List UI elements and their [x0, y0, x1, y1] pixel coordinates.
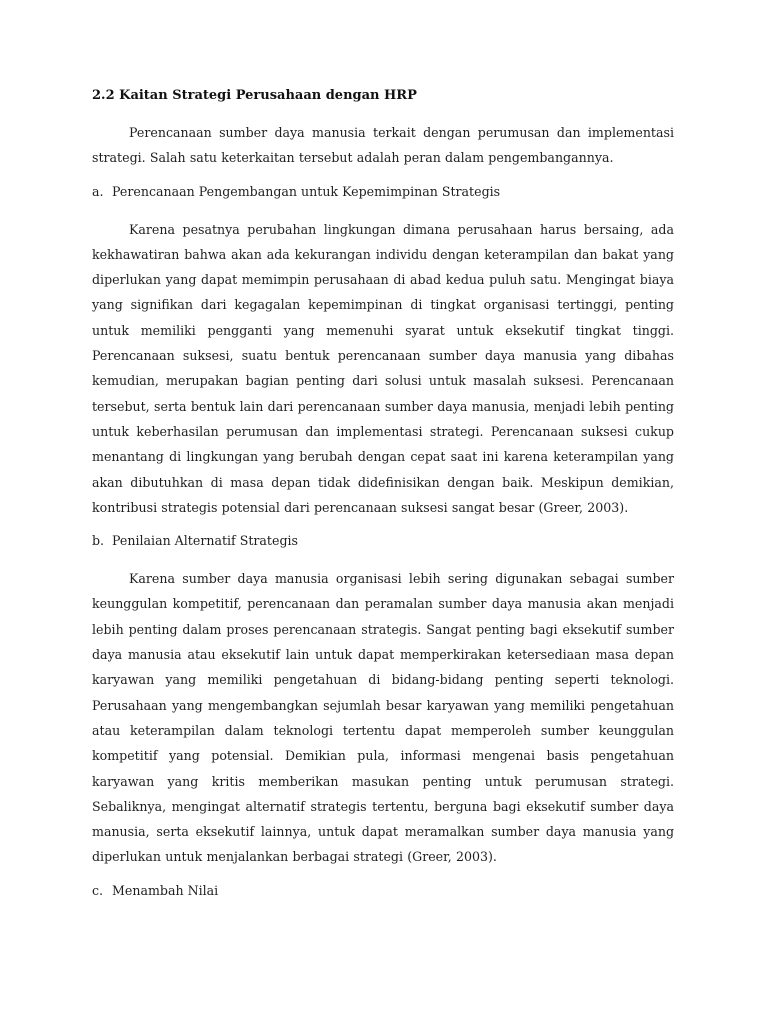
- subsection-a-title: Perencanaan Pengembangan untuk Kepemimpinan Strategis: [112, 183, 501, 199]
- section-heading: 2.2 Kaitan Strategi Perusahaan dengan HRP: [92, 88, 417, 103]
- subsection-b-heading: [92, 531, 674, 551]
- intro-paragraph: Perencanaan sumber daya manusia terkait dengan perumusan dan implementasi strategi. Salah satu keterkaitan tersebut adalah peran dalam pengembangannya.: [92, 125, 674, 166]
- subsection-b-paragraph: Karena sumber daya manusia organisasi lebih sering digunakan sebagai sumber keunggulan kompetitif, perencanaan dan peramalan sumber daya manusia akan menjadi lebih penting dalam proses perencanaan strategis. Sangat penting bagi eksekutif sumber daya manusia atau eksekutif lain untuk dapat memperkirakan ketersediaan masa depan karyawan yang memiliki pengetahuan di bidang-bidang penting seperti teknologi. Perusahaan yang mengembangkan sejumlah besar karyawan yang memiliki pengetahuan atau keterampilan dalam teknologi tertentu dapat memperoleh sumber keunggulan kompetitif yang potensial. Demikian pula, informasi mengenai basis pengetahuan karyawan yang kritis memberikan masukan penting untuk perumusan strategi. Sebaliknya, mengingat alternatif strategis tertentu, berguna bagi eksekutif sumber daya manusia, serta eksekutif lainnya, untuk dapat meramalkan sumber daya manusia yang diperlukan untuk menjalankan berbagai strategi (Greer, 2003).: [92, 571, 674, 865]
- document-content: [92, 86, 674, 916]
- subsection-b-marker: b.: [92, 533, 105, 549]
- subsection-a-heading: [92, 182, 674, 202]
- subsection-c-marker: c.: [92, 882, 104, 898]
- subsection-a-marker: a.: [92, 183, 104, 199]
- subsection-a-paragraph: Karena pesatnya perubahan lingkungan dimana perusahaan harus bersaing, ada kekhawatiran bahwa akan ada kekurangan individu dengan keterampilan dan bakat yang diperlukan yang dapat memimpin perusahaan di abad kedua puluh satu. Mengingat biaya yang signifikan dari kegagalan kepemimpinan di tingkat organisasi tertinggi, penting untuk memiliki pengganti yang memenuhi syarat untuk eksekutif tingkat tinggi. Perencanaan suksesi, suatu bentuk perencanaan sumber daya manusia yang dibahas kemudian, merupakan bagian penting dari solusi untuk masalah suksesi. Perencanaan tersebut, serta bentuk lain dari perencanaan sumber daya manusia, menjadi lebih penting untuk keberhasilan perumusan dan implementasi strategi. Perencanaan suksesi cukup menantang di lingkungan yang berubah dengan cepat saat ini karena keterampilan yang akan dibutuhkan di masa depan tidak didefinisikan dengan baik. Meskipun demikian, kontribusi strategis potensial dari perencanaan suksesi sangat besar (Greer, 2003).: [92, 221, 674, 515]
- subsection-b-title: Penilaian Alternatif Strategis: [112, 533, 298, 549]
- subsection-c-heading: [92, 881, 674, 901]
- subsection-c-title: Menambah Nilai: [112, 882, 219, 898]
